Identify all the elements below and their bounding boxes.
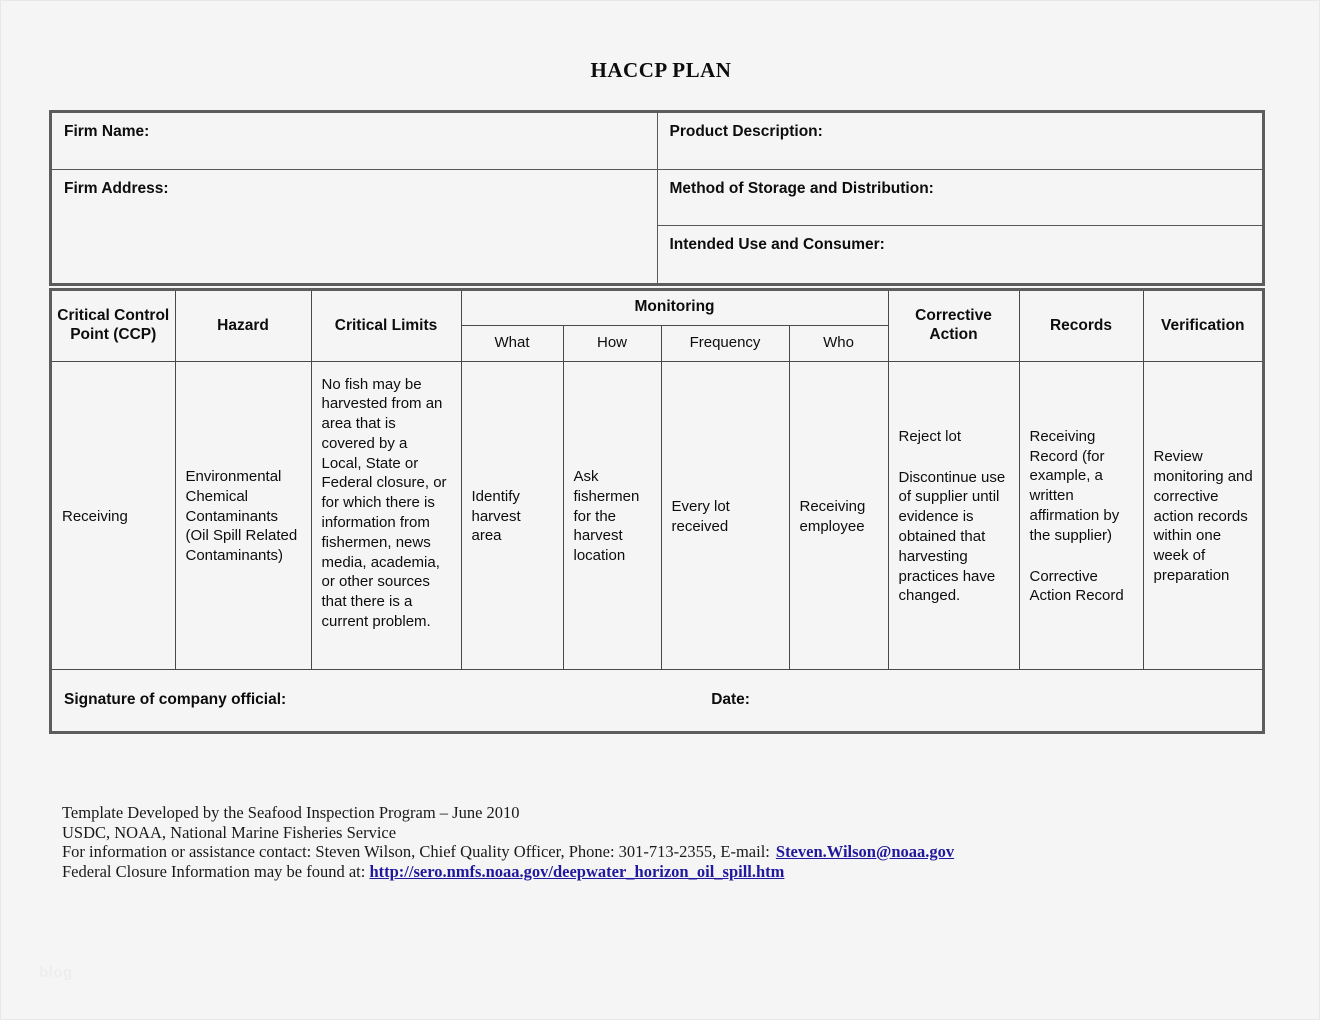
product-description-field[interactable]	[657, 113, 1262, 169]
column-header-ccp: Critical Control Point (CCP)	[52, 291, 175, 361]
date-label: Date:	[711, 691, 750, 709]
signature-label: Signature of company official:	[64, 691, 287, 709]
column-header-monitoring-who: Who	[789, 325, 888, 361]
cell-monitoring-how[interactable]: Ask fishermen for the harvest location	[563, 361, 661, 669]
header-info-block	[49, 110, 1265, 286]
cell-ccp[interactable]: Receiving	[52, 361, 175, 669]
footer-line-contact	[62, 842, 1162, 862]
column-header-corrective-action: Corrective Action	[888, 291, 1019, 361]
email-link[interactable]: Steven.Wilson@noaa.gov	[775, 842, 955, 861]
cell-critical-limits[interactable]: No fish may be harvested from an area that is covered by a Local, State or Federal closure, or for which there is information from fishermen, news media, academia, or other sources that there is a current problem.	[311, 361, 461, 669]
column-header-hazard: Hazard	[175, 291, 311, 361]
table-row	[52, 361, 1262, 669]
product-description-label: Product Description:	[669, 123, 823, 140]
column-header-monitoring-what: What	[461, 325, 563, 361]
intended-use-label: Intended Use and Consumer:	[669, 235, 885, 253]
footer-line-agency: USDC, NOAA, National Marine Fisheries Service	[62, 822, 397, 842]
firm-address-field[interactable]	[52, 169, 657, 283]
firm-name-label: Firm Name:	[64, 123, 150, 140]
footer-closure-text: Federal Closure Information may be found at:	[62, 861, 366, 881]
column-header-monitoring-frequency: Frequency	[661, 325, 789, 361]
closure-info-url-link[interactable]: http://sero.nmfs.noaa.gov/deepwater_horizon_oil_spill.htm	[369, 861, 785, 881]
cell-corrective-action[interactable]	[888, 361, 1019, 669]
method-of-storage-label: Method of Storage and Distribution:	[669, 179, 934, 197]
corrective-action-paragraph-2: Discontinue use of supplier until evidence is obtained that harvesting practices have changed.	[898, 468, 1006, 605]
column-header-critical-limits: Critical Limits	[311, 291, 461, 361]
column-header-monitoring-how: How	[563, 325, 661, 361]
signature-row	[52, 669, 1262, 731]
cell-records[interactable]	[1019, 361, 1143, 669]
page-title: HACCP PLAN	[590, 58, 732, 82]
haccp-table	[52, 291, 1262, 731]
header-info-table	[52, 113, 1262, 283]
cell-monitoring-who[interactable]: Receiving employee	[789, 361, 888, 669]
footer-contact-text: For information or assistance contact: Steven Wilson, Chief Quality Officer, Phone: 301-713-2355, E-mail:	[62, 842, 770, 861]
table-header-row-1	[52, 291, 1262, 325]
firm-address-label: Firm Address:	[64, 179, 169, 197]
footer	[62, 803, 1162, 881]
column-header-records: Records	[1019, 291, 1143, 361]
cell-hazard[interactable]: Environmental Chemical Contaminants (Oil Spill Related Contaminants)	[175, 361, 311, 669]
records-paragraph-2: Corrective Action Record	[1029, 567, 1124, 605]
footer-line-template: Template Developed by the Seafood Inspection Program – June 2010	[62, 803, 520, 822]
cell-monitoring-frequency[interactable]: Every lot received	[661, 361, 789, 669]
column-header-monitoring: Monitoring	[461, 291, 888, 325]
watermark: blog	[39, 964, 73, 981]
method-of-storage-field[interactable]	[657, 169, 1262, 225]
column-header-verification: Verification	[1143, 291, 1262, 361]
records-paragraph-1: Receiving Record (for example, a written affirmation by the supplier)	[1029, 427, 1120, 544]
cell-monitoring-what[interactable]: Identify harvest area	[461, 361, 563, 669]
intended-use-field[interactable]	[657, 225, 1262, 283]
cell-verification[interactable]: Review monitoring and corrective action records within one week of preparation	[1143, 361, 1262, 669]
haccp-table-block	[49, 288, 1265, 734]
corrective-action-paragraph-1: Reject lot	[898, 427, 962, 445]
signature-cell[interactable]	[52, 669, 1262, 731]
footer-line-closure	[62, 862, 1162, 882]
firm-name-field[interactable]	[52, 113, 657, 169]
